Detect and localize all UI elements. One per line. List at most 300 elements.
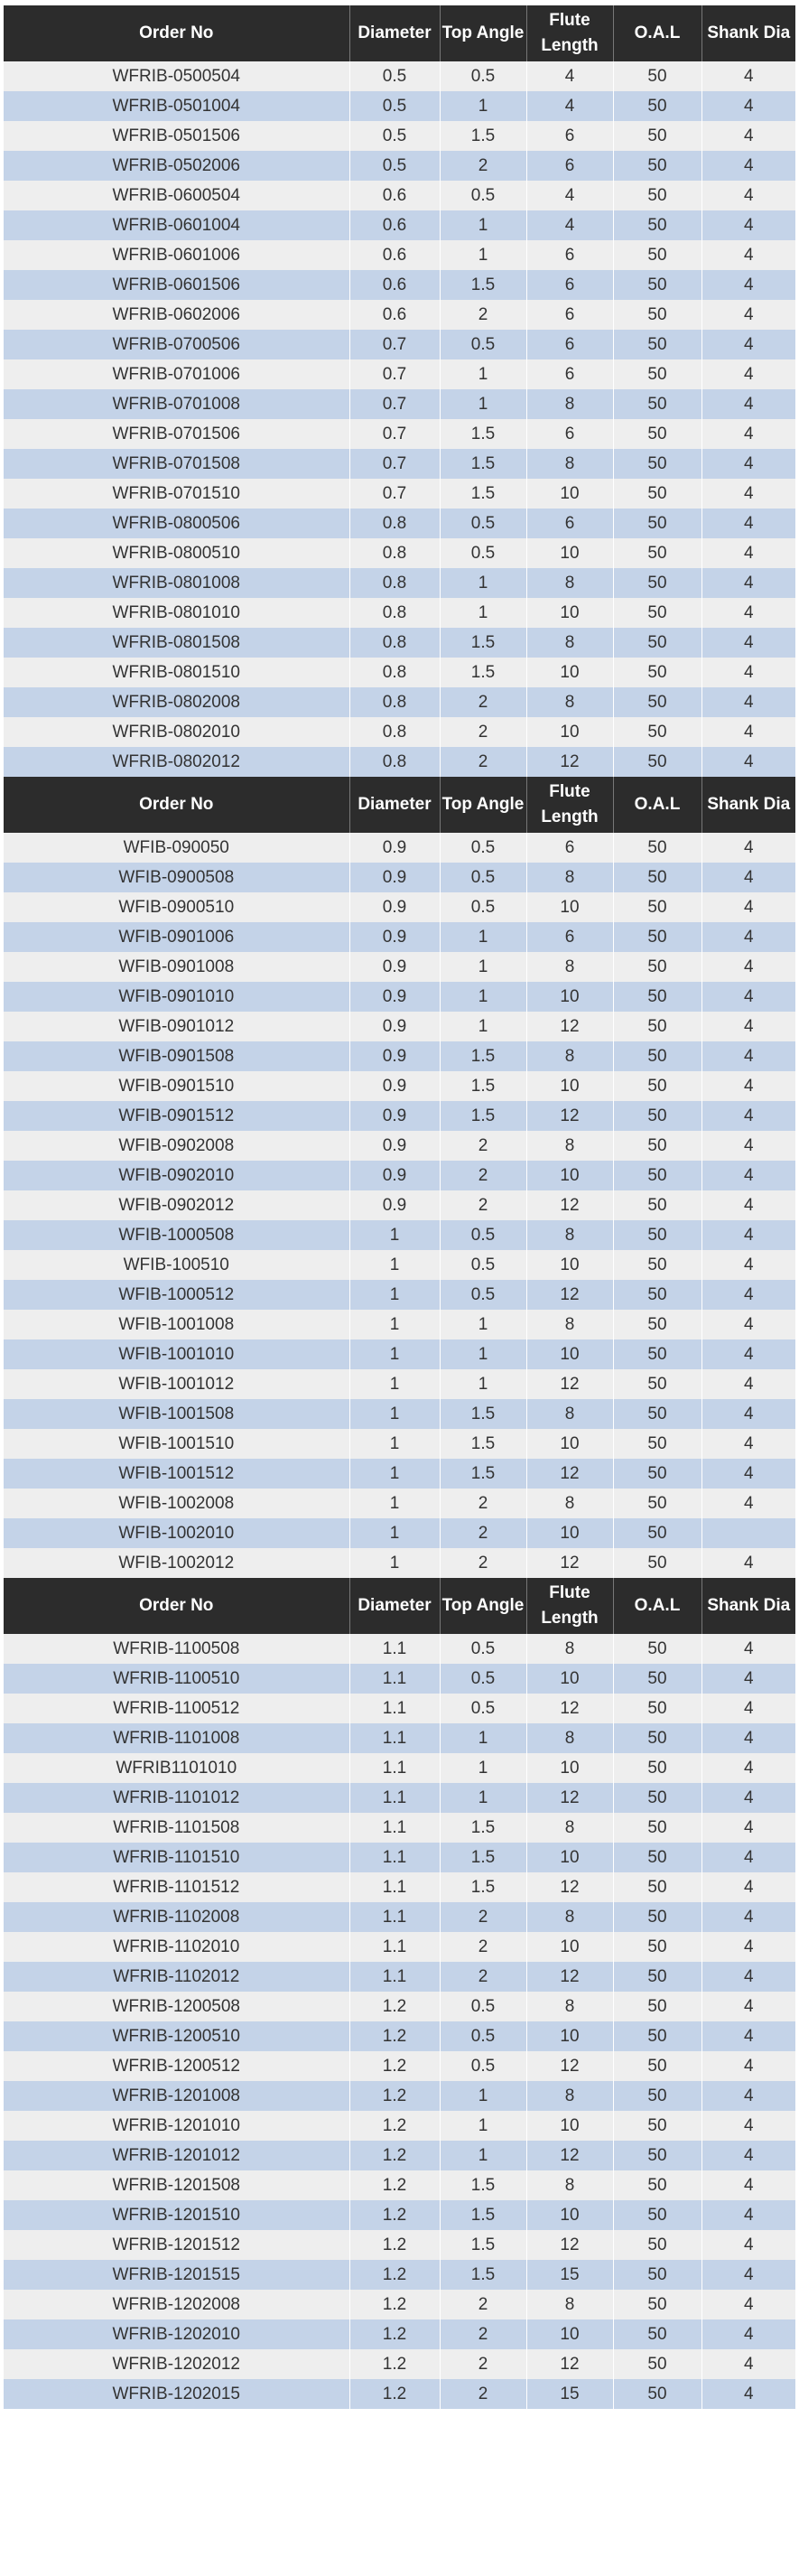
cell-oal: 50 <box>613 568 701 598</box>
cell-diameter: 1 <box>349 1250 440 1280</box>
cell-diameter: 1.1 <box>349 1872 440 1902</box>
table-row <box>4 1399 795 1429</box>
cell-shank-dia: 4 <box>701 61 795 91</box>
cell-flute-length: 8 <box>526 449 613 479</box>
cell-top-angle: 0.5 <box>440 61 526 91</box>
cell-order-no: WFRIB-0801510 <box>4 658 349 687</box>
cell-oal: 50 <box>613 91 701 121</box>
cell-flute-length: 12 <box>526 2230 613 2260</box>
cell-oal: 50 <box>613 1664 701 1694</box>
cell-order-no: WFIB-0902008 <box>4 1131 349 1161</box>
table-row <box>4 1339 795 1369</box>
cell-flute-length: 6 <box>526 833 613 863</box>
cell-flute-length: 12 <box>526 1872 613 1902</box>
cell-top-angle: 0.5 <box>440 1250 526 1280</box>
table-row <box>4 2379 795 2409</box>
cell-flute-length: 6 <box>526 121 613 151</box>
cell-shank-dia: 4 <box>701 1902 795 1932</box>
cell-order-no: WFIB-1001010 <box>4 1339 349 1369</box>
cell-oal: 50 <box>613 330 701 359</box>
cell-shank-dia: 4 <box>701 359 795 389</box>
cell-diameter: 0.9 <box>349 1190 440 1220</box>
cell-order-no: WFRIB-1101508 <box>4 1813 349 1843</box>
cell-flute-length: 6 <box>526 509 613 538</box>
column-header-diameter: Diameter <box>349 1578 440 1634</box>
cell-order-no: WFIB-1001008 <box>4 1310 349 1339</box>
cell-shank-dia: 4 <box>701 2200 795 2230</box>
cell-flute-length: 4 <box>526 91 613 121</box>
cell-oal: 50 <box>613 717 701 747</box>
cell-order-no: WFRIB-0500504 <box>4 61 349 91</box>
cell-flute-length: 8 <box>526 1310 613 1339</box>
cell-top-angle: 1.5 <box>440 658 526 687</box>
cell-flute-length: 10 <box>526 658 613 687</box>
cell-order-no: WFRIB-1201010 <box>4 2111 349 2141</box>
cell-flute-length: 8 <box>526 1723 613 1753</box>
cell-order-no: WFIB-0901510 <box>4 1071 349 1101</box>
cell-shank-dia: 4 <box>701 2111 795 2141</box>
cell-oal: 50 <box>613 2051 701 2081</box>
cell-oal: 50 <box>613 389 701 419</box>
cell-diameter: 0.9 <box>349 1101 440 1131</box>
cell-order-no: WFIB-0902012 <box>4 1190 349 1220</box>
cell-order-no: WFRIB-0701006 <box>4 359 349 389</box>
cell-diameter: 0.8 <box>349 717 440 747</box>
cell-oal: 50 <box>613 2230 701 2260</box>
cell-flute-length: 8 <box>526 1131 613 1161</box>
cell-top-angle: 2 <box>440 300 526 330</box>
column-header-order-no: Order No <box>4 1578 349 1634</box>
cell-shank-dia: 4 <box>701 389 795 419</box>
cell-shank-dia: 4 <box>701 687 795 717</box>
cell-diameter: 1.1 <box>349 1902 440 1932</box>
cell-flute-length: 4 <box>526 210 613 240</box>
cell-shank-dia: 4 <box>701 922 795 952</box>
cell-top-angle: 2 <box>440 1902 526 1932</box>
cell-shank-dia: 4 <box>701 2081 795 2111</box>
cell-top-angle: 1.5 <box>440 121 526 151</box>
cell-shank-dia: 4 <box>701 1190 795 1220</box>
cell-shank-dia: 4 <box>701 1280 795 1310</box>
table-row <box>4 1369 795 1399</box>
cell-top-angle: 1.5 <box>440 1429 526 1459</box>
cell-top-angle: 1 <box>440 598 526 628</box>
cell-oal: 50 <box>613 892 701 922</box>
cell-shank-dia: 4 <box>701 1548 795 1578</box>
cell-diameter: 1.2 <box>349 2319 440 2349</box>
cell-top-angle: 1.5 <box>440 1041 526 1071</box>
table-row <box>4 568 795 598</box>
cell-diameter: 1.1 <box>349 1783 440 1813</box>
cell-order-no: WFIB-0900510 <box>4 892 349 922</box>
cell-diameter: 0.7 <box>349 449 440 479</box>
cell-flute-length: 8 <box>526 863 613 892</box>
cell-top-angle: 1 <box>440 1012 526 1041</box>
cell-order-no: WFRIB-0502006 <box>4 151 349 181</box>
cell-oal: 50 <box>613 538 701 568</box>
cell-shank-dia: 4 <box>701 1664 795 1694</box>
cell-diameter: 1.2 <box>349 2051 440 2081</box>
cell-diameter: 1 <box>349 1518 440 1548</box>
table-row <box>4 2141 795 2170</box>
cell-flute-length: 10 <box>526 982 613 1012</box>
cell-oal: 50 <box>613 240 701 270</box>
cell-top-angle: 1.5 <box>440 2170 526 2200</box>
cell-shank-dia: 4 <box>701 2290 795 2319</box>
cell-oal: 50 <box>613 2349 701 2379</box>
cell-oal: 50 <box>613 833 701 863</box>
cell-flute-length: 12 <box>526 1694 613 1723</box>
cell-top-angle: 1 <box>440 1753 526 1783</box>
cell-top-angle: 0.5 <box>440 330 526 359</box>
cell-top-angle: 1 <box>440 568 526 598</box>
table-row <box>4 2260 795 2290</box>
cell-oal: 50 <box>613 1872 701 1902</box>
table-row <box>4 1310 795 1339</box>
cell-oal: 50 <box>613 598 701 628</box>
cell-oal: 50 <box>613 121 701 151</box>
cell-flute-length: 10 <box>526 538 613 568</box>
cell-top-angle: 0.5 <box>440 833 526 863</box>
cell-oal: 50 <box>613 2379 701 2409</box>
table-row <box>4 389 795 419</box>
cell-oal: 50 <box>613 1399 701 1429</box>
cell-flute-length: 12 <box>526 2141 613 2170</box>
cell-oal: 50 <box>613 181 701 210</box>
cell-shank-dia: 4 <box>701 658 795 687</box>
cell-shank-dia: 4 <box>701 91 795 121</box>
table-row <box>4 2200 795 2230</box>
cell-flute-length: 10 <box>526 479 613 509</box>
cell-order-no: WFRIB-1101008 <box>4 1723 349 1753</box>
cell-shank-dia: 4 <box>701 2141 795 2170</box>
cell-oal: 50 <box>613 1634 701 1664</box>
cell-diameter: 1.2 <box>349 2170 440 2200</box>
cell-shank-dia: 4 <box>701 1339 795 1369</box>
cell-oal: 50 <box>613 1071 701 1101</box>
cell-shank-dia: 4 <box>701 2379 795 2409</box>
cell-top-angle: 1.5 <box>440 1813 526 1843</box>
column-header-oal: O.A.L <box>613 777 701 833</box>
cell-oal: 50 <box>613 1548 701 1578</box>
cell-shank-dia: 4 <box>701 2260 795 2290</box>
cell-flute-length: 6 <box>526 270 613 300</box>
cell-top-angle: 1 <box>440 1369 526 1399</box>
cell-diameter: 0.9 <box>349 1041 440 1071</box>
cell-order-no: WFIB-0900508 <box>4 863 349 892</box>
cell-top-angle: 2 <box>440 747 526 777</box>
cell-flute-length: 4 <box>526 181 613 210</box>
column-header-top-angle: Top Angle <box>440 5 526 61</box>
cell-oal: 50 <box>613 1339 701 1369</box>
cell-top-angle: 0.5 <box>440 2051 526 2081</box>
cell-shank-dia: 4 <box>701 2230 795 2260</box>
cell-flute-length: 10 <box>526 1250 613 1280</box>
table-row <box>4 2319 795 2349</box>
cell-shank-dia: 4 <box>701 1041 795 1071</box>
cell-oal: 50 <box>613 359 701 389</box>
cell-diameter: 1.2 <box>349 2141 440 2170</box>
table-row <box>4 1220 795 1250</box>
cell-oal: 50 <box>613 1429 701 1459</box>
cell-top-angle: 1.5 <box>440 2230 526 2260</box>
cell-flute-length: 10 <box>526 2200 613 2230</box>
column-header-flute-length: Flute Length <box>526 5 613 61</box>
cell-diameter: 0.8 <box>349 598 440 628</box>
cell-flute-length: 12 <box>526 2051 613 2081</box>
cell-top-angle: 1 <box>440 359 526 389</box>
column-header-shank-dia: Shank Dia <box>701 5 795 61</box>
cell-order-no: WFIB-0901508 <box>4 1041 349 1071</box>
column-header-shank-dia: Shank Dia <box>701 777 795 833</box>
cell-top-angle: 1.5 <box>440 2200 526 2230</box>
cell-order-no: WFRIB-0701008 <box>4 389 349 419</box>
cell-flute-length: 6 <box>526 240 613 270</box>
cell-diameter: 1.2 <box>349 2081 440 2111</box>
cell-order-no: WFRIB-0701506 <box>4 419 349 449</box>
cell-oal: 50 <box>613 479 701 509</box>
cell-shank-dia: 4 <box>701 2021 795 2051</box>
cell-top-angle: 2 <box>440 1190 526 1220</box>
cell-flute-length: 8 <box>526 952 613 982</box>
cell-oal: 50 <box>613 1723 701 1753</box>
cell-oal: 50 <box>613 2290 701 2319</box>
cell-shank-dia: 4 <box>701 2170 795 2200</box>
cell-flute-length: 10 <box>526 1518 613 1548</box>
table-row <box>4 952 795 982</box>
cell-diameter: 1 <box>349 1310 440 1339</box>
column-header-diameter: Diameter <box>349 5 440 61</box>
cell-order-no: WFIB-0902010 <box>4 1161 349 1190</box>
cell-top-angle: 1 <box>440 389 526 419</box>
cell-shank-dia: 4 <box>701 1753 795 1783</box>
table-row <box>4 1280 795 1310</box>
cell-order-no: WFRIB-0801508 <box>4 628 349 658</box>
cell-flute-length: 6 <box>526 359 613 389</box>
cell-top-angle: 2 <box>440 687 526 717</box>
table-row <box>4 747 795 777</box>
table-row <box>4 1518 795 1548</box>
cell-diameter: 0.9 <box>349 1071 440 1101</box>
cell-shank-dia: 4 <box>701 1012 795 1041</box>
cell-diameter: 0.9 <box>349 833 440 863</box>
cell-top-angle: 1 <box>440 210 526 240</box>
cell-top-angle: 1 <box>440 922 526 952</box>
cell-order-no: WFRIB-1200508 <box>4 1992 349 2021</box>
cell-shank-dia: 4 <box>701 1962 795 1992</box>
cell-order-no: WFIB-0901008 <box>4 952 349 982</box>
cell-flute-length: 8 <box>526 1813 613 1843</box>
column-header-shank-dia: Shank Dia <box>701 1578 795 1634</box>
cell-flute-length: 12 <box>526 1280 613 1310</box>
table-row <box>4 982 795 1012</box>
cell-top-angle: 1.5 <box>440 1071 526 1101</box>
cell-top-angle: 0.5 <box>440 1694 526 1723</box>
cell-oal: 50 <box>613 449 701 479</box>
cell-diameter: 1.2 <box>349 2260 440 2290</box>
cell-shank-dia: 4 <box>701 419 795 449</box>
cell-order-no: WFRIB-1202010 <box>4 2319 349 2349</box>
cell-top-angle: 0.5 <box>440 1992 526 2021</box>
cell-flute-length: 10 <box>526 2021 613 2051</box>
table-row <box>4 2349 795 2379</box>
cell-order-no: WFRIB-1200512 <box>4 2051 349 2081</box>
cell-flute-length: 12 <box>526 747 613 777</box>
cell-order-no: WFRIB-0701508 <box>4 449 349 479</box>
column-header-diameter: Diameter <box>349 777 440 833</box>
cell-top-angle: 2 <box>440 2349 526 2379</box>
table-row <box>4 2081 795 2111</box>
cell-flute-length: 10 <box>526 1753 613 1783</box>
cell-order-no: WFRIB-1100510 <box>4 1664 349 1694</box>
table-row <box>4 892 795 922</box>
cell-oal: 50 <box>613 2081 701 2111</box>
table-row <box>4 2230 795 2260</box>
table-row <box>4 1664 795 1694</box>
cell-order-no: WFRIB-1201012 <box>4 2141 349 2170</box>
cell-top-angle: 2 <box>440 2290 526 2319</box>
cell-top-angle: 1 <box>440 91 526 121</box>
cell-flute-length: 10 <box>526 2111 613 2141</box>
cell-diameter: 1 <box>349 1220 440 1250</box>
column-header-order-no: Order No <box>4 5 349 61</box>
cell-flute-length: 12 <box>526 1101 613 1131</box>
cell-order-no: WFRIB-0802012 <box>4 747 349 777</box>
cell-oal: 50 <box>613 1459 701 1489</box>
cell-top-angle: 1.5 <box>440 419 526 449</box>
table-row <box>4 1813 795 1843</box>
cell-flute-length: 6 <box>526 419 613 449</box>
cell-oal: 50 <box>613 1813 701 1843</box>
table-row <box>4 628 795 658</box>
spec-table <box>4 777 795 1578</box>
cell-shank-dia: 4 <box>701 1843 795 1872</box>
table-row <box>4 91 795 121</box>
cell-oal: 50 <box>613 1280 701 1310</box>
cell-order-no: WFIB-1002012 <box>4 1548 349 1578</box>
table-row <box>4 151 795 181</box>
cell-diameter: 1 <box>349 1280 440 1310</box>
cell-shank-dia: 4 <box>701 2349 795 2379</box>
cell-oal: 50 <box>613 658 701 687</box>
cell-top-angle: 0.5 <box>440 1664 526 1694</box>
cell-diameter: 0.7 <box>349 479 440 509</box>
cell-diameter: 1.1 <box>349 1753 440 1783</box>
table-row <box>4 833 795 863</box>
cell-order-no: WFRIB-1200510 <box>4 2021 349 2051</box>
cell-order-no: WFRIB-0600504 <box>4 181 349 210</box>
cell-flute-length: 8 <box>526 2081 613 2111</box>
cell-oal: 50 <box>613 270 701 300</box>
cell-diameter: 1 <box>349 1459 440 1489</box>
cell-top-angle: 1 <box>440 982 526 1012</box>
cell-flute-length: 12 <box>526 1783 613 1813</box>
cell-diameter: 0.7 <box>349 330 440 359</box>
cell-top-angle: 0.5 <box>440 509 526 538</box>
table-row <box>4 598 795 628</box>
cell-flute-length: 10 <box>526 892 613 922</box>
cell-diameter: 0.8 <box>349 747 440 777</box>
table-row <box>4 1962 795 1992</box>
cell-top-angle: 1.5 <box>440 1843 526 1872</box>
cell-flute-length: 15 <box>526 2260 613 2290</box>
cell-shank-dia: 4 <box>701 1694 795 1723</box>
cell-order-no: WFRIB-1202012 <box>4 2349 349 2379</box>
cell-oal: 50 <box>613 952 701 982</box>
cell-flute-length: 8 <box>526 2170 613 2200</box>
table-row <box>4 2170 795 2200</box>
cell-oal: 50 <box>613 1041 701 1071</box>
cell-diameter: 0.8 <box>349 509 440 538</box>
table-row <box>4 479 795 509</box>
cell-diameter: 0.8 <box>349 538 440 568</box>
cell-diameter: 1.1 <box>349 1843 440 1872</box>
cell-flute-length: 8 <box>526 1902 613 1932</box>
cell-top-angle: 1 <box>440 952 526 982</box>
cell-flute-length: 8 <box>526 389 613 419</box>
cell-top-angle: 0.5 <box>440 1634 526 1664</box>
table-row <box>4 1902 795 1932</box>
cell-diameter: 1.2 <box>349 2349 440 2379</box>
cell-diameter: 1.2 <box>349 2230 440 2260</box>
cell-diameter: 0.9 <box>349 892 440 922</box>
cell-diameter: 1.1 <box>349 1932 440 1962</box>
cell-shank-dia: 4 <box>701 270 795 300</box>
table-row <box>4 330 795 359</box>
table-row <box>4 2051 795 2081</box>
cell-diameter: 1.1 <box>349 1723 440 1753</box>
cell-diameter: 1.1 <box>349 1813 440 1843</box>
cell-top-angle: 0.5 <box>440 538 526 568</box>
cell-order-no: WFRIB-1101512 <box>4 1872 349 1902</box>
cell-oal: 50 <box>613 1190 701 1220</box>
cell-order-no: WFRIB-1202008 <box>4 2290 349 2319</box>
cell-top-angle: 2 <box>440 1131 526 1161</box>
cell-top-angle: 1 <box>440 1783 526 1813</box>
spec-table <box>4 1578 795 2409</box>
cell-top-angle: 1.5 <box>440 628 526 658</box>
cell-shank-dia: 4 <box>701 1489 795 1518</box>
cell-shank-dia: 4 <box>701 449 795 479</box>
cell-flute-length: 12 <box>526 1369 613 1399</box>
cell-flute-length: 15 <box>526 2379 613 2409</box>
cell-shank-dia: 4 <box>701 568 795 598</box>
cell-top-angle: 2 <box>440 1518 526 1548</box>
cell-shank-dia: 4 <box>701 181 795 210</box>
cell-diameter: 0.7 <box>349 389 440 419</box>
cell-top-angle: 0.5 <box>440 181 526 210</box>
cell-order-no: WFIB-1000512 <box>4 1280 349 1310</box>
cell-oal: 50 <box>613 1369 701 1399</box>
cell-diameter: 0.9 <box>349 1012 440 1041</box>
spec-table <box>4 5 795 777</box>
cell-diameter: 0.5 <box>349 151 440 181</box>
cell-flute-length: 12 <box>526 2349 613 2379</box>
cell-diameter: 1 <box>349 1369 440 1399</box>
cell-order-no: WFRIB-1101012 <box>4 1783 349 1813</box>
cell-oal: 50 <box>613 1101 701 1131</box>
cell-flute-length: 6 <box>526 922 613 952</box>
cell-flute-length: 10 <box>526 1843 613 1872</box>
table-row <box>4 1872 795 1902</box>
cell-top-angle: 0.5 <box>440 892 526 922</box>
cell-order-no: WFRIB-1102008 <box>4 1902 349 1932</box>
cell-oal: 50 <box>613 982 701 1012</box>
cell-top-angle: 1.5 <box>440 479 526 509</box>
cell-oal: 50 <box>613 151 701 181</box>
cell-oal: 50 <box>613 2200 701 2230</box>
cell-order-no: WFIB-1001508 <box>4 1399 349 1429</box>
